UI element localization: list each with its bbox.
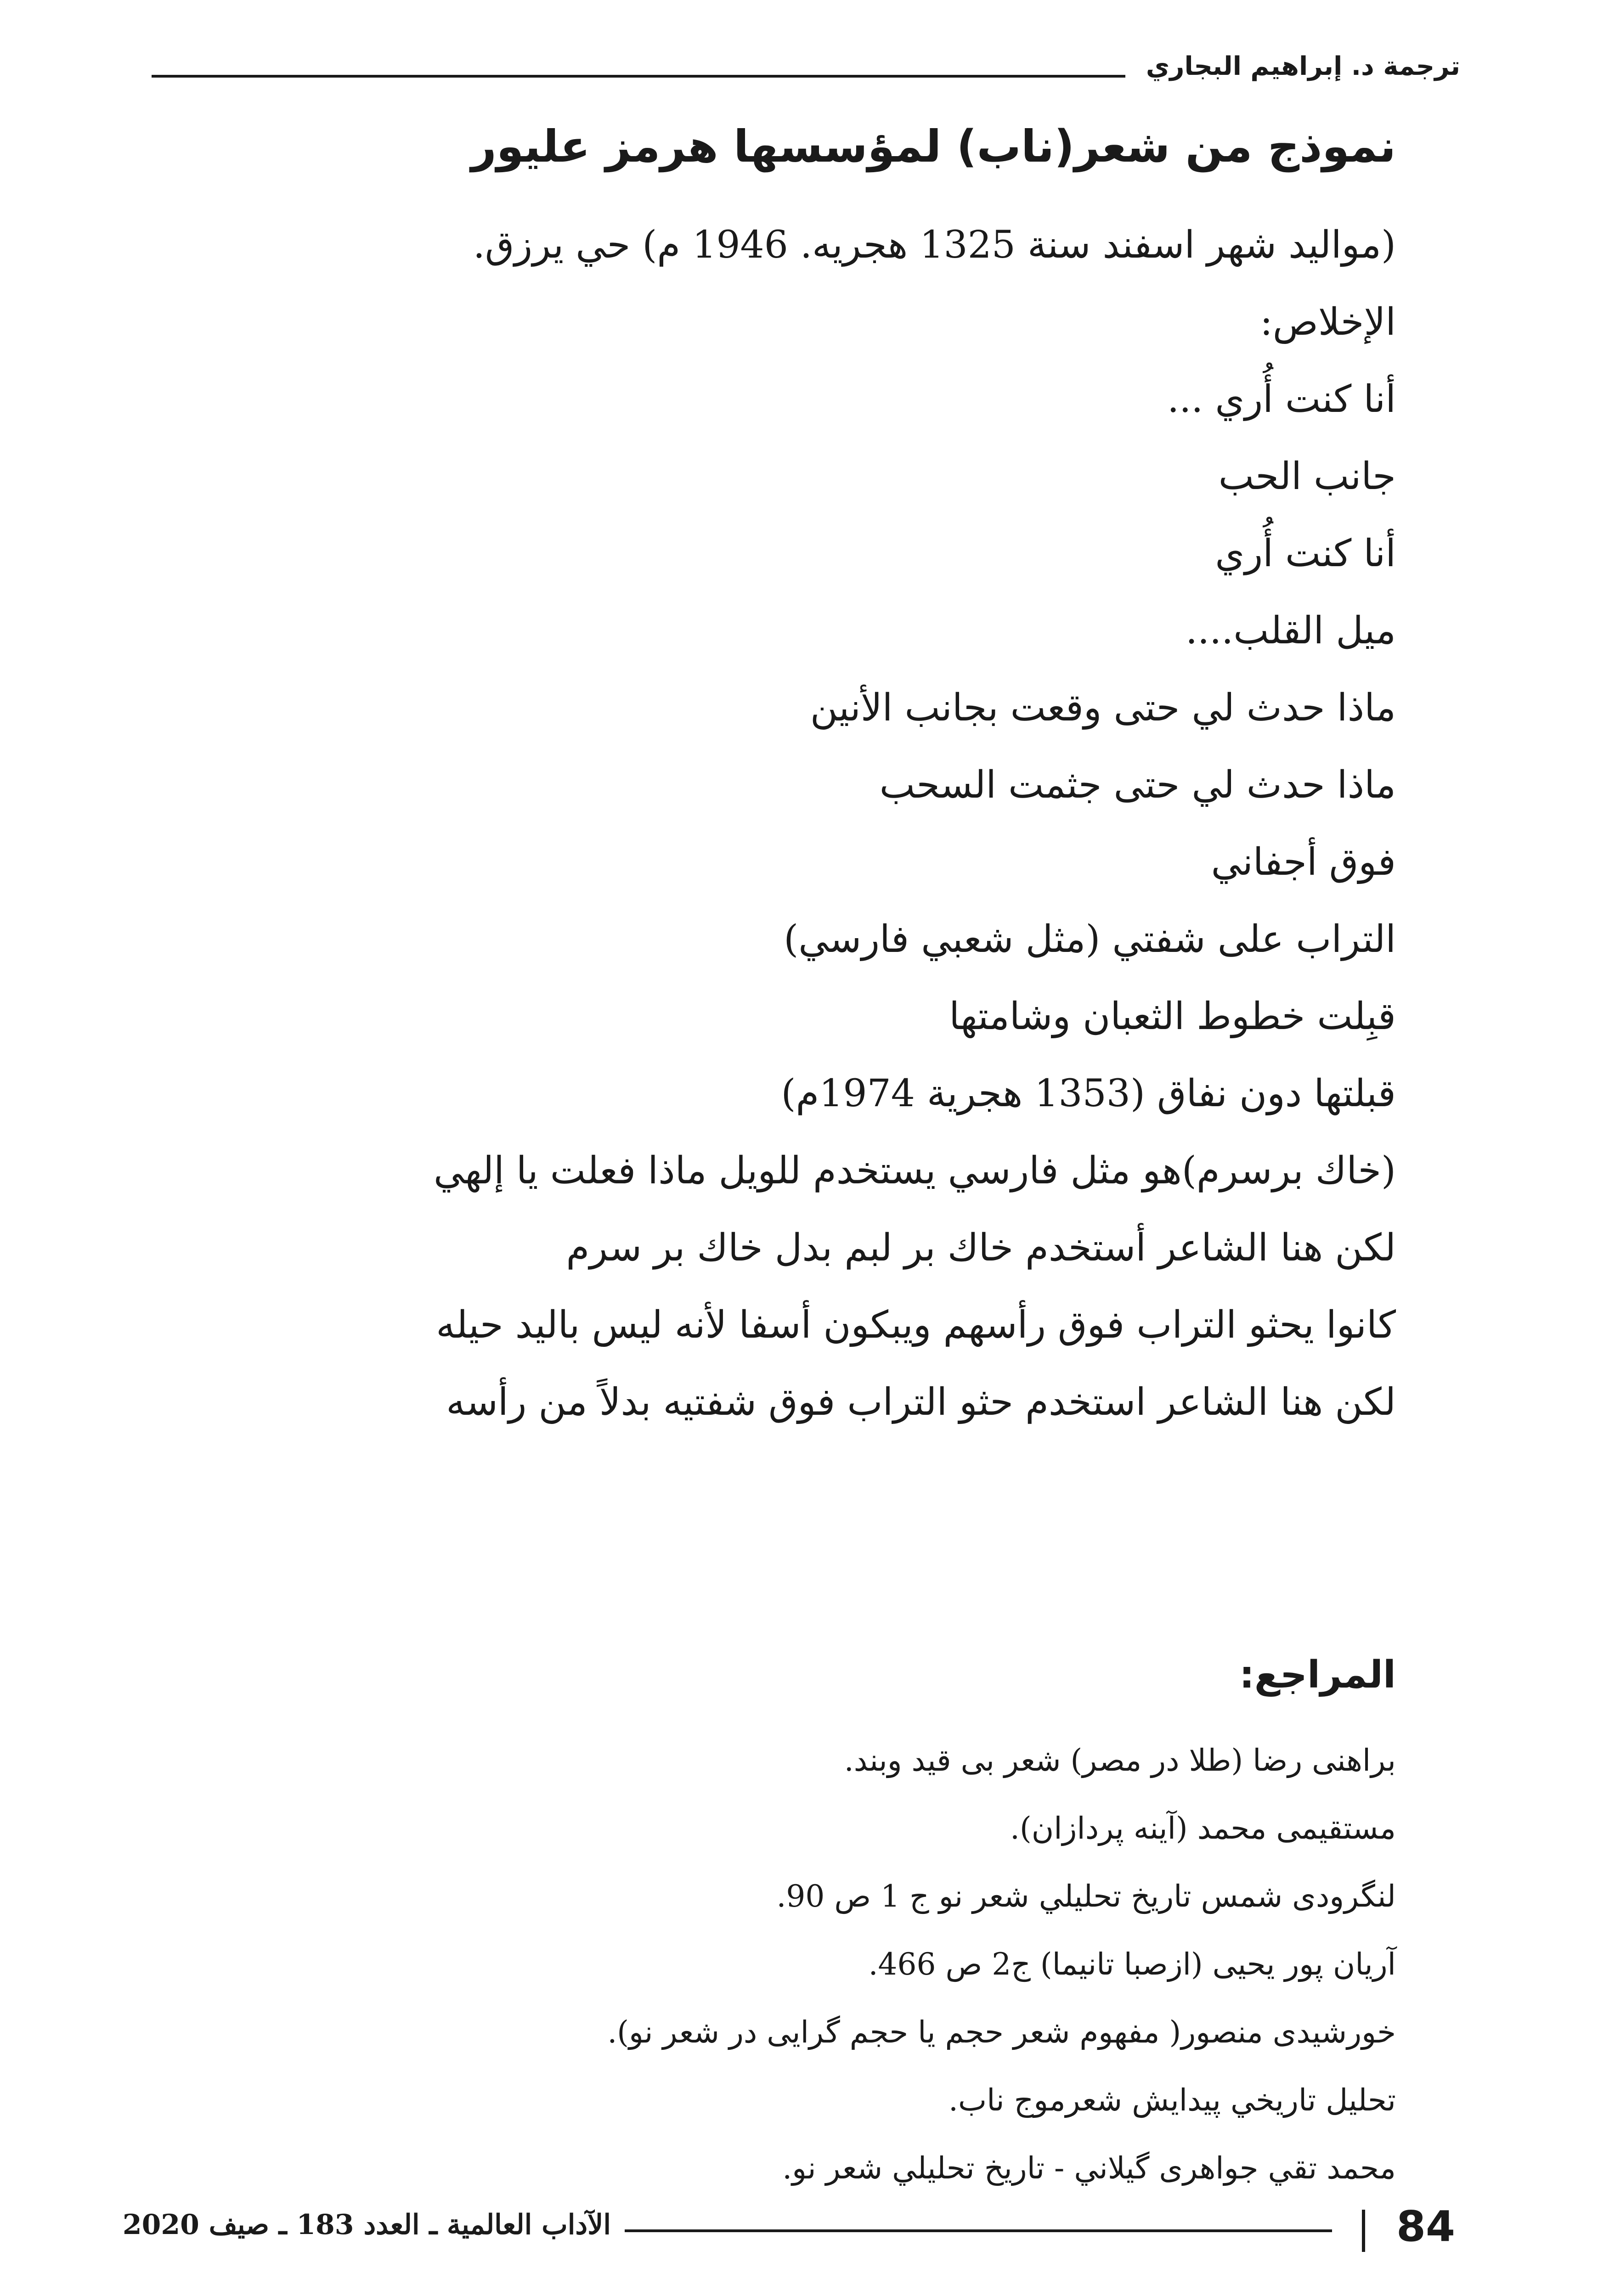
poem-line: ماذا حدث لي حتى جثمت السحب — [879, 763, 1396, 807]
poem-line: قبِلت خطوط الثعبان وشامتها — [949, 995, 1396, 1038]
reference-item: تحلیل تاریخي پیدایش شعرموج ناب. — [949, 2082, 1396, 2118]
footer-rule — [625, 2229, 1332, 2232]
poem-line: التراب على شفتي (مثل شعبي فارسي) — [784, 917, 1396, 961]
poem-line: لكن هنا الشاعر استخدم حثو التراب فوق شفتيه بدلاً من رأسه — [446, 1380, 1396, 1424]
poem-line: (خاك برسرم)هو مثل فارسي يستخدم للويل ماذا فعلت يا إلهي — [433, 1149, 1396, 1193]
poem-line: لكن هنا الشاعر أستخدم خاك بر لبم بدل خاك بر سرم — [566, 1226, 1396, 1270]
poem-line: قبلتها دون نفاق (1353 هجرية 1974م) — [781, 1072, 1396, 1115]
poem-line: كانوا يحثو التراب فوق رأسهم ويبكون أسفا لأنه ليس باليد حيله — [436, 1303, 1396, 1347]
poem-line: (مواليد شهر اسفند سنة 1325 هجريه. 1946 م) حي يرزق. — [473, 223, 1396, 267]
poem-line: أنا كنت أُري ... — [1167, 377, 1396, 421]
poem-body — [110, 207, 1396, 1441]
poem-line: ميل القلب.... — [1185, 609, 1396, 653]
poem-line: فوق أجفاني — [1211, 840, 1396, 884]
poem-line: أنا كنت أُري — [1215, 532, 1396, 575]
page-number: 84 — [1396, 2202, 1456, 2251]
poem-line: جانب الحب — [1218, 455, 1396, 498]
reference-item: محمد تقي جواهری گیلاني - تاریخ تحلیلي شعر نو. — [782, 2150, 1396, 2186]
footer-separator — [1362, 2210, 1365, 2252]
poem-line: الإخلاص: — [1260, 300, 1396, 344]
reference-item: خورشیدی منصور( مفهوم شعر حجم یا حجم گرایی در شعر نو). — [607, 2015, 1396, 2050]
references-list — [110, 1727, 1396, 2202]
journal-citation: الآداب العالمية ـ العدد 183 ـ صيف 2020 — [122, 2209, 611, 2241]
reference-item: مستقیمی محمد (آینه پردازان). — [1010, 1811, 1396, 1846]
article-title: نموذج من شعر(ناب) لمؤسسها هرمز علي⁠ور — [471, 121, 1396, 172]
reference-item: لنگرودی شمس تاریخ تحلیلي شعر نو ج 1 ص 90. — [776, 1879, 1396, 1914]
header-rule — [152, 75, 1125, 78]
reference-item: آریان پور یحیی (ازصبا تانیما) ج2 ص 466. — [868, 1947, 1396, 1982]
poem-line: ماذا حدث لي حتى وقعت بجانب الأنين — [810, 686, 1396, 730]
references-heading: المراجع: — [1239, 1653, 1396, 1697]
running-header: ترجمة د. إبراهيم البجاري — [1146, 51, 1460, 81]
reference-item: براهنی رضا (طلا در مصر) شعر بی قید وبند. — [844, 1743, 1396, 1778]
